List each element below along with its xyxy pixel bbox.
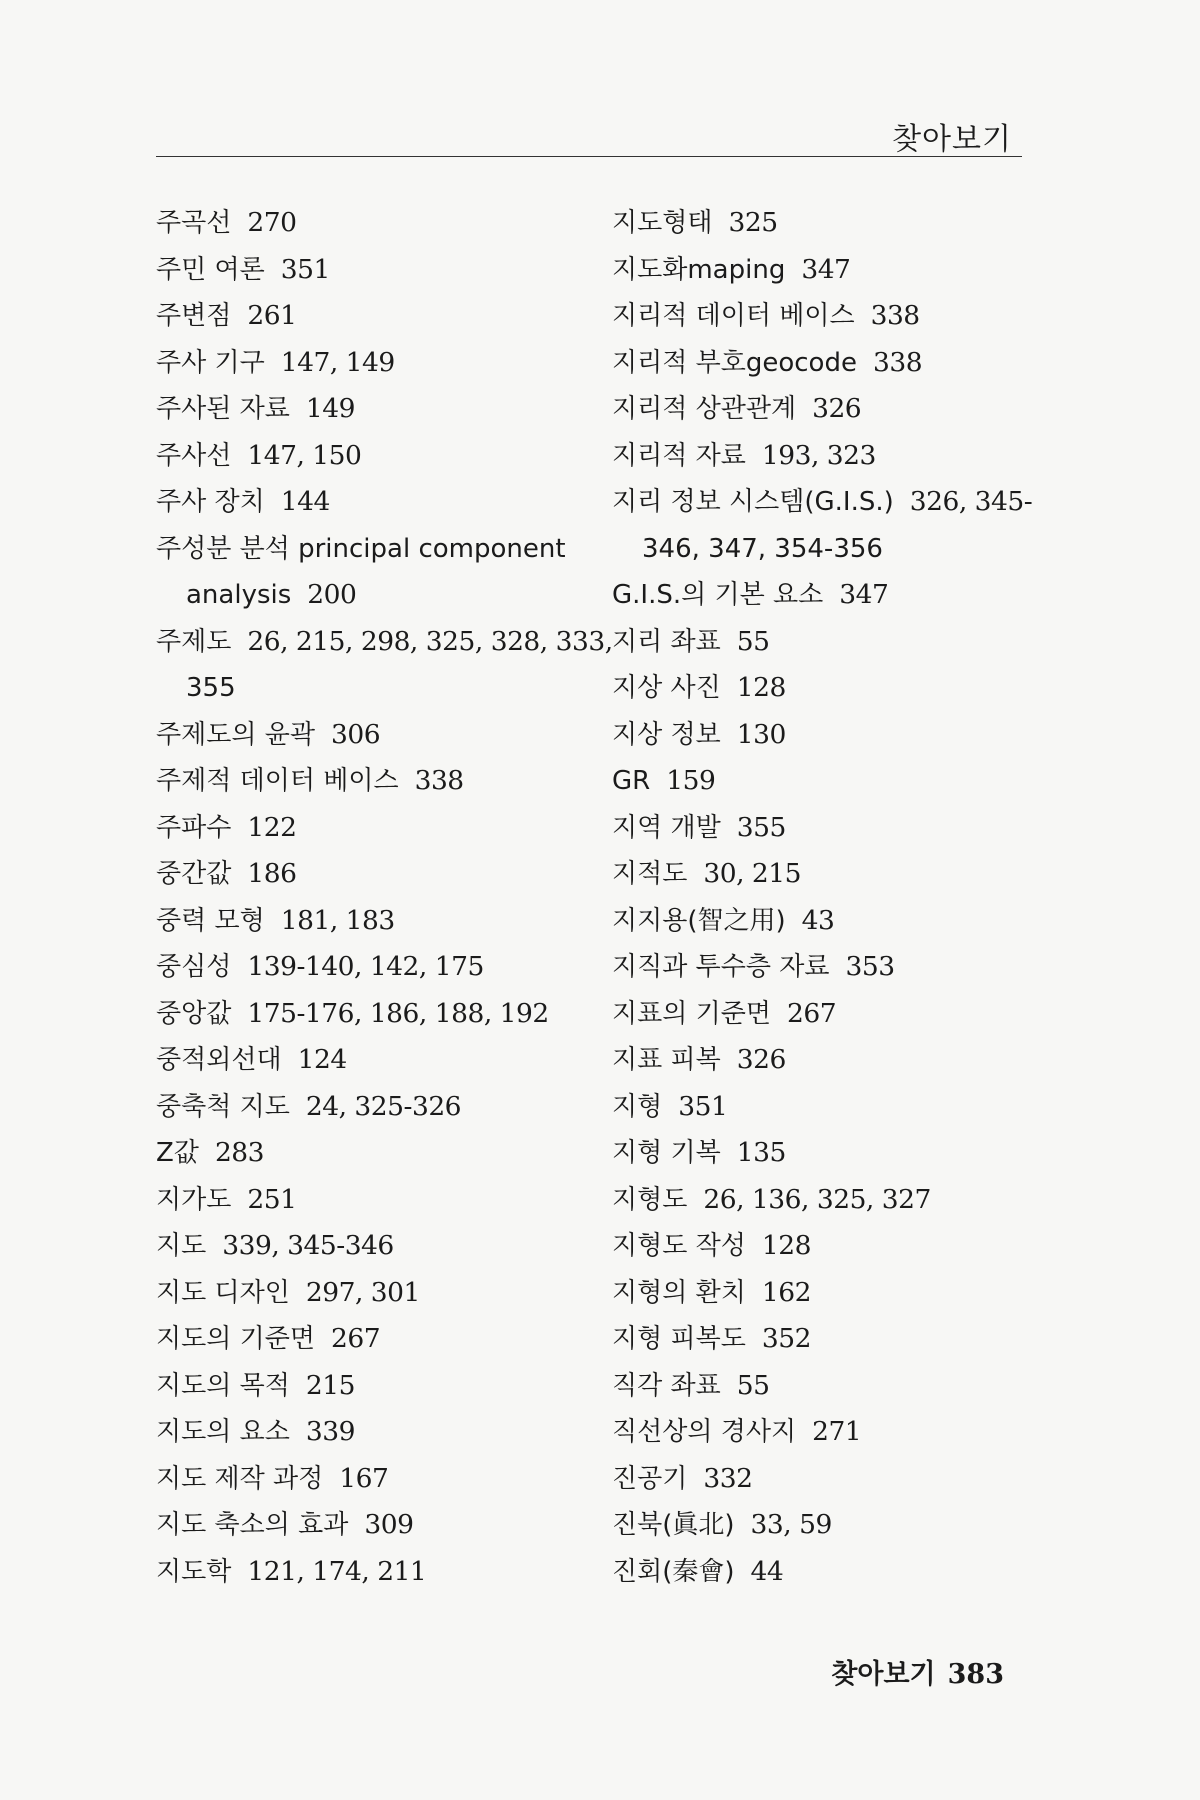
index-page-refs: 326 [812, 393, 862, 424]
index-entry [612, 712, 1032, 759]
index-entry [156, 1084, 586, 1131]
index-entry [612, 433, 1032, 480]
index-term: 지직과 투수층 자료 [612, 952, 830, 982]
index-column-left [156, 200, 613, 1595]
index-page-refs: 128 [761, 1230, 811, 1261]
index-term: 지도학 [156, 1556, 232, 1587]
index-page-refs: 193, 323 [761, 439, 876, 471]
index-page-refs: 162 [761, 1276, 811, 1308]
index-entry [156, 1363, 586, 1410]
index-term: 346, 347, 354-356 [642, 533, 883, 564]
index-entry [156, 479, 586, 526]
index-page-refs: 251 [247, 1183, 297, 1215]
index-term: G.I.S.의 기본 요소 [612, 580, 824, 610]
index-term: 지도의 기준면 [156, 1324, 315, 1354]
index-term: 직각 좌표 [612, 1370, 721, 1401]
index-page-refs: 338 [414, 765, 464, 796]
index-term: 지지용(智之用) [612, 905, 786, 936]
index-term: 지형도 [612, 1184, 688, 1215]
index-entry [156, 991, 586, 1038]
index-term: 지리적 부호geocode [612, 347, 857, 378]
index-page-refs: 139-140, 142, 175 [247, 951, 484, 982]
index-entry [156, 665, 586, 712]
index-term: 지리 좌표 [612, 626, 721, 657]
index-page-refs: 167 [339, 1462, 389, 1494]
index-entry [156, 1456, 586, 1503]
index-entry [612, 1223, 1032, 1270]
index-term: 지상 사진 [612, 673, 721, 703]
index-page-refs: 200 [307, 579, 357, 610]
index-term: 중력 모형 [156, 905, 265, 936]
index-term: 지역 개발 [612, 812, 721, 843]
index-term: 355 [186, 673, 236, 703]
index-term: 지도 축소의 효과 [156, 1510, 349, 1540]
index-term: 주제적 데이터 베이스 [156, 766, 399, 796]
index-page-refs: 347 [801, 253, 851, 285]
index-entry [612, 944, 1032, 991]
index-column-right [612, 200, 1032, 1595]
index-page-refs: 26, 136, 325, 327 [703, 1183, 931, 1215]
index-term: 주제도 [156, 626, 232, 657]
index-term: 지형 피복도 [612, 1324, 746, 1354]
index-page-refs: 339, 345-346 [222, 1230, 394, 1261]
index-term: 직선상의 경사지 [612, 1417, 797, 1447]
index-entry [612, 247, 1032, 294]
index-page-refs: 147, 149 [280, 346, 395, 378]
index-page-refs: 124 [297, 1044, 347, 1075]
index-entry [612, 665, 1032, 712]
index-entry [612, 526, 1032, 573]
index-entry [156, 433, 586, 480]
index-term: 지형 기복 [612, 1138, 721, 1168]
index-entry [156, 1316, 586, 1363]
index-page-refs: 24, 325-326 [305, 1090, 462, 1122]
index-term: 중간값 [156, 859, 232, 889]
index-term: 중심성 [156, 952, 232, 982]
index-term: 지형의 환치 [612, 1277, 746, 1308]
index-term: 주제도의 윤곽 [156, 719, 315, 750]
index-entry [156, 1502, 586, 1549]
index-page-refs: 267 [330, 1323, 381, 1354]
index-page-refs: 332 [703, 1462, 753, 1494]
index-term: 중앙값 [156, 998, 232, 1029]
running-header [156, 108, 1022, 157]
index-page-refs: 297, 301 [305, 1276, 420, 1308]
index-page-refs: 181, 183 [280, 904, 395, 936]
index-entry [156, 1549, 586, 1596]
index-page-refs: 309 [364, 1509, 414, 1540]
index-entry [156, 572, 586, 619]
index-entry [612, 1502, 1032, 1549]
index-term: 주곡선 [156, 208, 232, 238]
index-term: 지도의 요소 [156, 1417, 290, 1447]
index-term: 지형 [612, 1091, 663, 1122]
index-entry [612, 758, 1032, 805]
index-page-refs: 352 [761, 1323, 811, 1354]
index-term: 지도의 목적 [156, 1370, 290, 1401]
index-entry [612, 619, 1032, 666]
index-page-refs: 339 [305, 1416, 355, 1447]
index-entry [612, 1316, 1032, 1363]
index-page-refs: 55 [736, 625, 770, 657]
index-entry [612, 1270, 1032, 1317]
index-term: 지표 피복 [612, 1045, 721, 1075]
index-entry [156, 340, 586, 387]
index-page-refs: 215 [305, 1369, 355, 1401]
index-entry [156, 758, 586, 805]
index-entry [612, 1177, 1032, 1224]
running-header-title: 찾아보기 [892, 122, 1012, 157]
index-page-refs: 351 [678, 1090, 728, 1122]
index-entry [156, 1037, 586, 1084]
index-term: 지리적 상관관계 [612, 394, 797, 424]
index-page-refs: 135 [736, 1137, 786, 1168]
index-term: 지가도 [156, 1184, 232, 1215]
index-term: 지도화maping [612, 254, 786, 285]
index-term: 주사 기구 [156, 347, 265, 378]
index-term: 주사 장치 [156, 487, 265, 517]
index-page-refs: 159 [666, 765, 716, 796]
index-page-refs: 186 [247, 858, 297, 889]
index-entry [156, 1409, 586, 1456]
index-entry [612, 1409, 1032, 1456]
index-entry [156, 898, 586, 945]
index-page-refs: 326 [736, 1044, 786, 1075]
index-entry [156, 619, 613, 666]
index-term: 진북(眞北) [612, 1510, 735, 1540]
index-entry [156, 712, 586, 759]
index-term: 중축척 지도 [156, 1091, 290, 1122]
index-page-refs: 149 [305, 393, 355, 424]
index-page-refs: 270 [247, 207, 297, 238]
index-entry [612, 572, 1032, 619]
index-page-refs: 175-176, 186, 188, 192 [247, 997, 549, 1029]
index-page-refs: 351 [280, 253, 330, 285]
index-entry [612, 386, 1032, 433]
index-page-refs: 325 [728, 207, 778, 238]
index-term: 지상 정보 [612, 719, 721, 750]
index-term: 지리 정보 시스템(G.I.S.) [612, 487, 894, 517]
index-entry [156, 247, 586, 294]
index-entry [612, 1456, 1032, 1503]
index-term: analysis [186, 580, 292, 610]
index-term: 진공기 [612, 1463, 688, 1494]
index-term: 지도 디자인 [156, 1277, 290, 1308]
index-entry [156, 526, 586, 573]
index-entry [612, 1084, 1032, 1131]
index-term: Z값 [156, 1138, 199, 1168]
index-term: 주민 여론 [156, 254, 265, 285]
index-page-refs: 43 [801, 904, 835, 936]
index-term: 지리적 데이터 베이스 [612, 301, 855, 331]
index-page-refs: 30, 215 [703, 858, 802, 889]
index-entry [612, 293, 1032, 340]
index-entry [612, 805, 1032, 852]
index-page-refs: 44 [750, 1555, 784, 1587]
index-term: 지적도 [612, 859, 688, 889]
index-entry [156, 1177, 586, 1224]
index-term: 주사된 자료 [156, 394, 290, 424]
index-term: 진회(秦會) [612, 1556, 735, 1587]
index-entry [612, 479, 1032, 526]
index-term: 지리적 자료 [612, 440, 746, 471]
index-page-refs: 261 [247, 300, 297, 331]
footer-label: 찾아보기 [831, 1659, 936, 1690]
index-term: GR [612, 766, 651, 796]
index-entry [156, 805, 586, 852]
index-page-refs: 338 [870, 300, 920, 331]
index-entry [612, 1549, 1032, 1596]
index-page-refs: 147, 150 [247, 439, 362, 471]
index-term: 주변점 [156, 301, 232, 331]
index-entry [612, 898, 1032, 945]
index-entry [612, 200, 1032, 247]
page-number: 383 [947, 1659, 1004, 1690]
index-entry [612, 851, 1032, 898]
index-entry [612, 1363, 1032, 1410]
index-page-refs: 338 [872, 346, 923, 378]
index-term: 주사선 [156, 440, 232, 471]
index-entry [156, 1223, 586, 1270]
index-entry [156, 200, 586, 247]
index-entry [612, 991, 1032, 1038]
index-entry [156, 293, 586, 340]
index-page-refs: 355 [736, 811, 786, 843]
index-page-refs: 347 [839, 579, 889, 610]
index-term: 주성분 분석 principal component [156, 533, 566, 564]
index-page-refs: 130 [736, 718, 786, 750]
index-term: 지도 [156, 1231, 207, 1261]
index-entry [612, 1037, 1032, 1084]
index-term: 지형도 작성 [612, 1231, 746, 1261]
index-entry [612, 1130, 1032, 1177]
index-page-refs: 55 [736, 1369, 770, 1401]
index-entry [156, 851, 586, 898]
index-page-refs: 267 [786, 997, 837, 1029]
index-entry [612, 340, 1032, 387]
index-page-refs: 306 [330, 718, 381, 750]
index-entry [156, 386, 586, 433]
page-footer [831, 1652, 1004, 1691]
index-page-refs: 271 [812, 1416, 862, 1447]
index-page-refs: 122 [247, 811, 297, 843]
index-page-refs: 26, 215, 298, 325, 328, 333, [247, 625, 613, 657]
index-page-refs: 326, 345- [909, 486, 1033, 517]
index-term: 지도 제작 과정 [156, 1463, 324, 1494]
index-page-refs: 283 [214, 1137, 265, 1168]
index-term: 지표의 기준면 [612, 998, 771, 1029]
index-term: 주파수 [156, 812, 232, 843]
index-entry [156, 944, 586, 991]
index-page-refs: 33, 59 [750, 1509, 832, 1540]
index-page-refs: 121, 174, 211 [247, 1555, 427, 1587]
index-page-refs: 144 [280, 486, 330, 517]
index-entry [156, 1270, 586, 1317]
index-term: 중적외선대 [156, 1045, 282, 1075]
index-entry [156, 1130, 586, 1177]
index-page-refs: 353 [845, 951, 895, 982]
index-page-refs: 128 [736, 672, 786, 703]
index-term: 지도형태 [612, 208, 713, 238]
